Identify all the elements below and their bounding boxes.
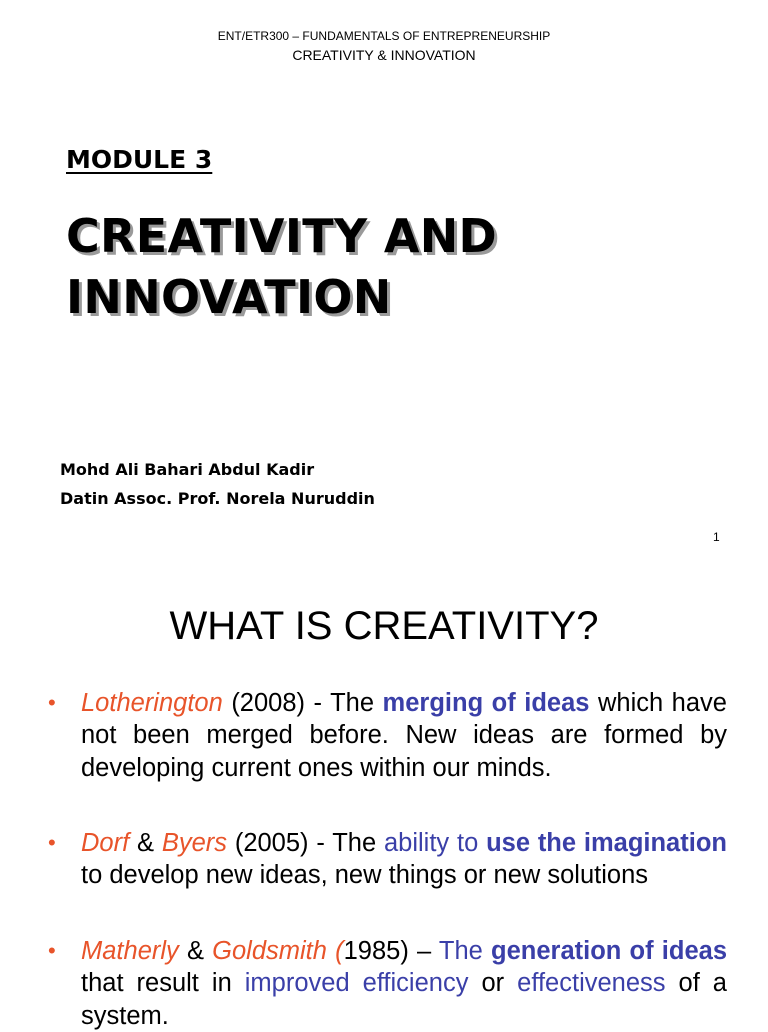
definition-text: ability to [383, 829, 487, 857]
citation-author: Lotherington [81, 689, 223, 717]
definition-text: of a system. [81, 969, 727, 1030]
citation-author: Matherly [81, 937, 179, 965]
definition-text: improved efficiency [244, 969, 469, 998]
citation-year: (2008) - The [222, 689, 383, 717]
definition-text: effectiveness [517, 969, 666, 998]
citation-year: 1985) – [343, 937, 439, 965]
citation-author: Byers [161, 829, 228, 857]
module-label: MODULE 3 [66, 145, 213, 174]
bullet-icon: • [48, 830, 56, 855]
key-phrase: use the imagination [486, 829, 727, 857]
definition-text: or [468, 969, 518, 998]
definition-bullet [48, 827, 727, 892]
definition-text: that result in [81, 969, 245, 998]
definition-text: to develop new ideas, new things or new solutions [81, 861, 649, 890]
citation-author: Goldsmith [212, 937, 327, 965]
definition-bullet [48, 687, 727, 784]
slide-title-line-1: CREATIVITY AND [66, 209, 498, 263]
course-code-header: ENT/ETR300 – FUNDAMENTALS OF ENTREPRENEURSHIP [217, 29, 551, 43]
slide-number: 1 [713, 530, 720, 544]
key-phrase: merging of ideas [382, 689, 590, 717]
bullet-icon: • [48, 938, 56, 963]
definition-bullet [48, 935, 728, 1032]
citation-year: (2005) - The [227, 829, 384, 857]
citation-paren: ( [326, 937, 344, 965]
slide-heading: WHAT IS CREATIVITY? [169, 604, 599, 648]
definition-text: which have not been merged before. New ideas are formed by developing current ones within our minds. [81, 689, 727, 782]
citation-joiner: & [178, 937, 213, 965]
citation-author: Dorf [81, 829, 130, 857]
author-name: Datin Assoc. Prof. Norela Nuruddin [60, 489, 375, 508]
course-title-header: CREATIVITY & INNOVATION [292, 47, 476, 63]
slide-title-line-2: INNOVATION [66, 270, 392, 324]
definition-text: The [438, 937, 492, 965]
key-phrase: generation of ideas [491, 937, 728, 965]
citation-joiner: & [129, 829, 162, 857]
author-name: Mohd Ali Bahari Abdul Kadir [60, 460, 315, 479]
bullet-icon: • [48, 690, 56, 715]
